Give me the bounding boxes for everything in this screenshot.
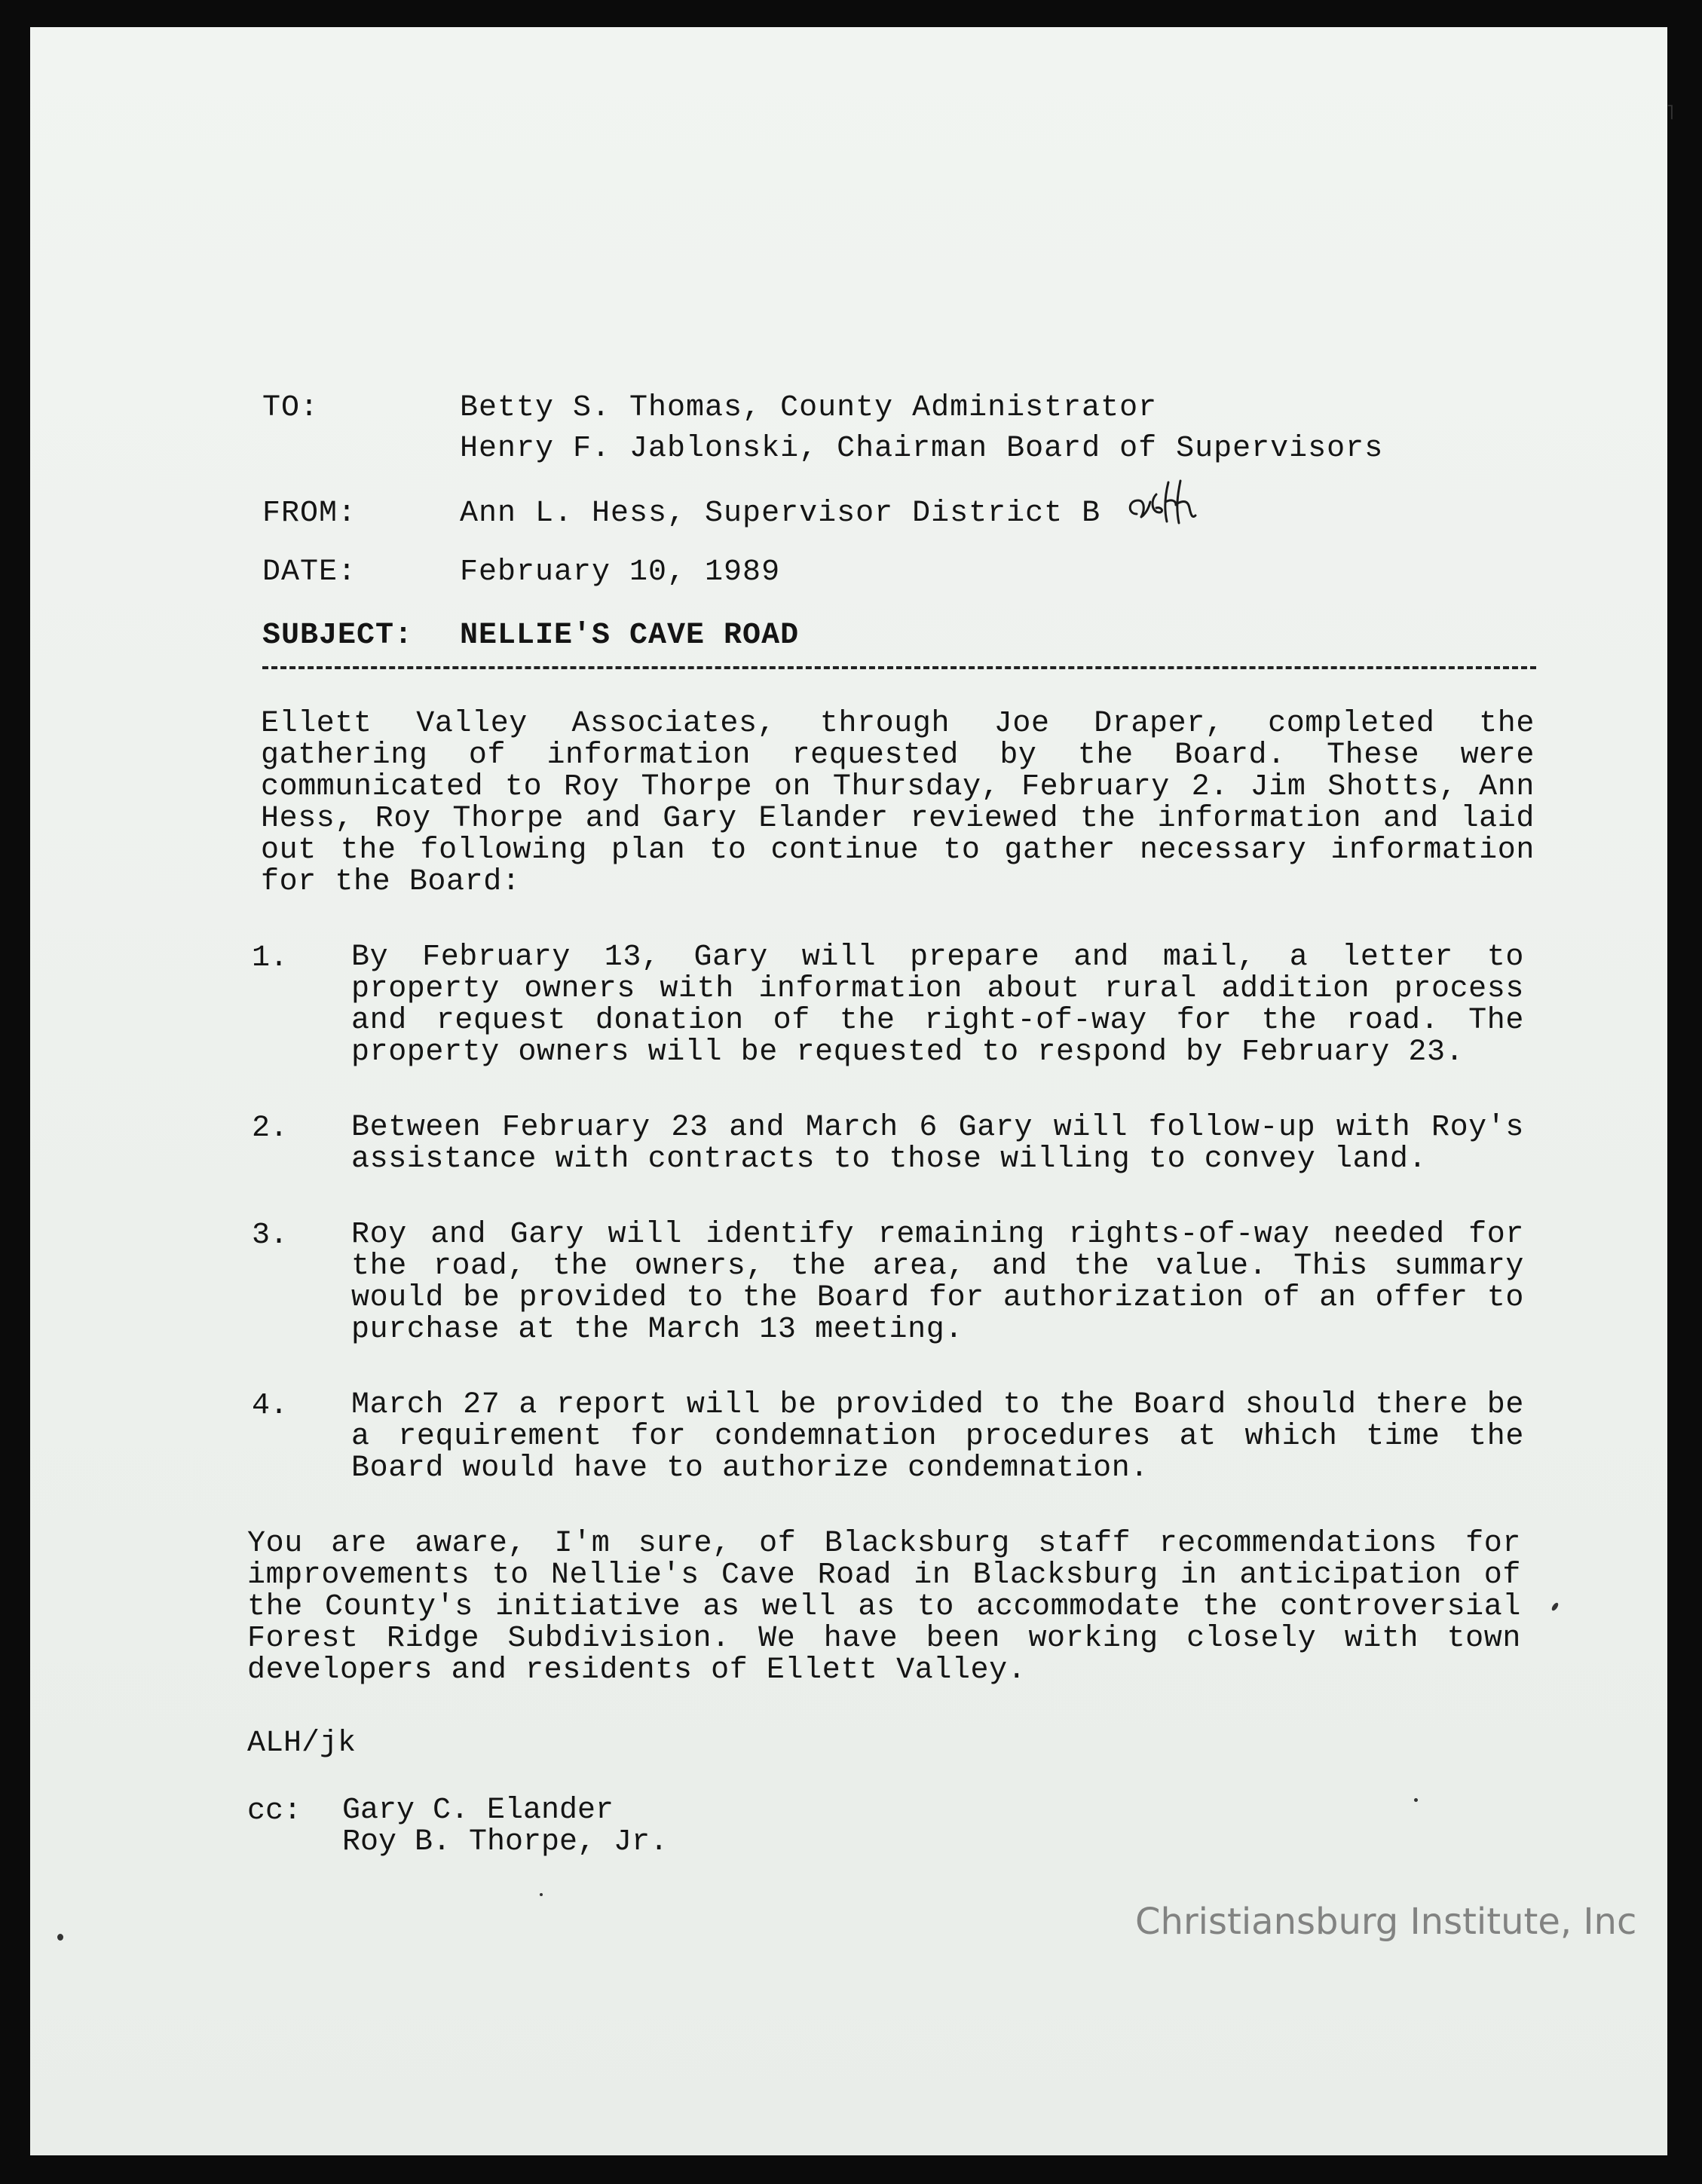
plan-item (252, 1388, 1538, 1485)
paper-speck (540, 1893, 543, 1896)
cc-name: Gary C. Elander (342, 1794, 614, 1828)
date-label: DATE: (262, 555, 357, 589)
to-row (256, 392, 1538, 425)
from-label: FROM: (262, 497, 357, 531)
plan-item-number: 2. (252, 1112, 289, 1146)
cc-name: Roy B. Thorpe, Jr. (342, 1825, 669, 1859)
paper-speck (1550, 1601, 1560, 1611)
paper-speck (57, 1934, 63, 1941)
to-label: TO: (262, 391, 320, 425)
date-row (256, 556, 1538, 589)
dashed-divider (262, 666, 1536, 669)
memo-page (30, 27, 1676, 2155)
plan-item-number: 1. (252, 941, 289, 975)
cc-label: cc: (247, 1794, 302, 1828)
to-row-2 (256, 433, 1538, 466)
closing-paragraph: You are aware, I'm sure, of Blacksburg staff recommendations for improvements to Nellie's Cave Road in Blacksburg in anticipation of the County's initiative as well as to accommodate the controversial Forest Ridge Subdivision. We have been working closely with town developers and residents of Ellett Valley. (247, 1527, 1521, 1687)
plan-item (252, 1218, 1538, 1347)
cc-list (342, 1795, 668, 1858)
to-recipient-1: Betty S. Thomas, County Administrator (460, 391, 1158, 425)
plan-item-text: Roy and Gary will identify remaining rights-of-way needed for the road, the owners, the area, and the value. This summary would be provided to the Board for authorization of an offer to purchase at the March 13 meeting. (351, 1218, 1524, 1347)
plan-item-number: 3. (252, 1219, 289, 1253)
plan-list (252, 941, 1538, 1485)
archive-watermark: Christiansburg Institute, Inc (1135, 1901, 1637, 1943)
plan-item-number: 4. (252, 1389, 289, 1423)
plan-item-text: By February 13, Gary will prepare and mail, a letter to property owners with information about rural addition process and request donation of the right-of-way for the road. The property owners will be requested to respond by February 23. (351, 941, 1524, 1069)
typist-initials: ALH/jk (247, 1727, 357, 1760)
from-value: Ann L. Hess, Supervisor District B (460, 497, 1101, 531)
plan-item (252, 1111, 1538, 1176)
subject-label: SUBJECT: (262, 619, 414, 653)
handwritten-initials-signature (1123, 478, 1206, 531)
memo-body (247, 391, 1538, 1863)
cc-block (247, 1795, 1538, 1863)
subject-value: NELLIE'S CAVE ROAD (460, 619, 800, 653)
subject-row (256, 619, 1538, 653)
intro-paragraph: Ellett Valley Associates, through Joe Draper, completed the gathering of information requested by the Board. These were communicated to Roy Thorpe on Thursday, February 2. Jim Shotts, Ann Hess, Roy Thorpe and Gary Elander reviewed the information and laid out the following plan to continue to gather necessary information for the Board: (261, 707, 1535, 899)
plan-item (252, 941, 1538, 1069)
corner-mark: ˥ (1664, 102, 1676, 125)
plan-item-text: March 27 a report will be provided to the Board should there be a requirement for condemnation procedures at which time the Board would have to authorize condemnation. (351, 1388, 1524, 1485)
to-recipient-2: Henry F. Jablonski, Chairman Board of Supervisors (460, 432, 1384, 466)
from-row (256, 497, 1538, 531)
plan-item-text: Between February 23 and March 6 Gary will follow-up with Roy's assistance with contracts to those willing to convey land. (351, 1111, 1524, 1176)
date-value: February 10, 1989 (460, 555, 781, 589)
